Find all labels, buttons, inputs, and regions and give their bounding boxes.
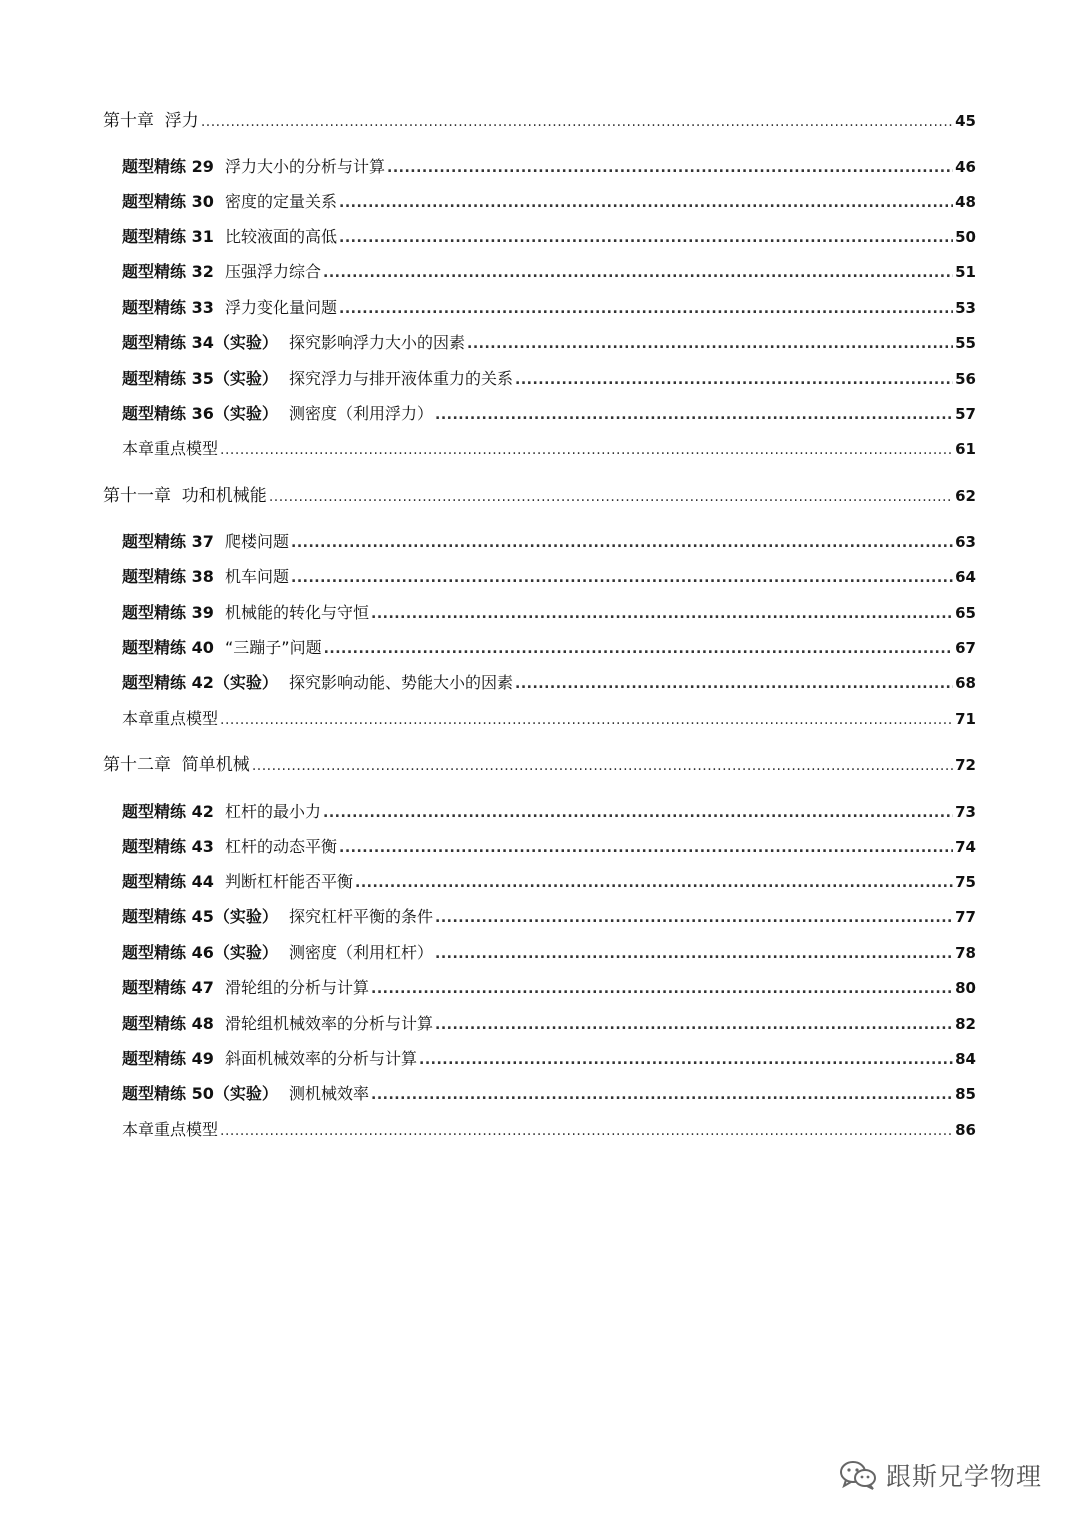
toc-entry[interactable]: [122, 834, 976, 860]
toc-entry[interactable]: [122, 401, 976, 427]
dot-leader: [220, 1118, 953, 1144]
entry-title: 机车问题: [224, 567, 289, 586]
chapter-title: 第十一章 功和机械能: [103, 486, 267, 506]
toc-entry-key-models[interactable]: [122, 706, 976, 732]
dot-leader: [323, 260, 953, 286]
toc-entry[interactable]: [122, 799, 976, 825]
page-number: 61: [955, 440, 976, 458]
dot-leader: [269, 484, 953, 510]
dot-leader: [339, 190, 953, 216]
toc-entry[interactable]: [122, 224, 976, 250]
dot-leader: [355, 870, 953, 896]
toc-entry[interactable]: [122, 366, 976, 392]
toc-entry[interactable]: [122, 1046, 976, 1072]
toc-entry[interactable]: [122, 529, 976, 555]
dot-leader: [435, 905, 953, 931]
entry-title: 杠杆的动态平衡: [224, 837, 337, 856]
dot-leader: [220, 437, 953, 463]
entry-number: 题型精练 43: [122, 837, 225, 856]
dot-leader: [201, 109, 953, 135]
wechat-icon: [838, 1459, 878, 1491]
page-number: 64: [955, 568, 976, 586]
page-number: 48: [955, 193, 976, 211]
dot-leader: [515, 671, 953, 697]
page-number: 71: [955, 710, 976, 728]
entry-title: 探究浮力与排开液体重力的关系: [288, 369, 513, 388]
entry-number: 题型精练 48: [122, 1014, 225, 1033]
page-number: 55: [955, 334, 976, 352]
toc-entry-key-models[interactable]: [122, 1117, 976, 1143]
dot-leader: [324, 636, 954, 662]
watermark-text: 跟斯兄学物理: [886, 1462, 1043, 1491]
toc-entry[interactable]: [122, 259, 976, 285]
entry-number: 题型精练 44: [122, 872, 225, 891]
dot-leader: [435, 941, 953, 967]
entry-title: 探究影响动能、势能大小的因素: [288, 673, 513, 692]
entry-title: 测机械效率: [288, 1084, 369, 1103]
page-number: 46: [955, 158, 976, 176]
toc-entry[interactable]: [122, 295, 976, 321]
page-number: 51: [955, 263, 976, 281]
dot-leader: [220, 707, 953, 733]
page-number: 62: [955, 487, 976, 505]
entry-number: 题型精练 45（实验）: [122, 907, 289, 926]
entry-number: 题型精练 29: [122, 157, 225, 176]
dot-leader: [387, 155, 953, 181]
dot-leader: [515, 367, 953, 393]
entry-number: 题型精练 42（实验）: [122, 673, 289, 692]
page-number: 65: [955, 604, 976, 622]
entry-title: 浮力变化量问题: [224, 298, 337, 317]
entry-number: 题型精练 35（实验）: [122, 369, 289, 388]
toc-entry[interactable]: [122, 975, 976, 1001]
page-number: 84: [955, 1050, 976, 1068]
entry-title: 本章重点模型: [122, 1120, 219, 1139]
page-number: 68: [955, 674, 976, 692]
entry-title: “三蹦子”问题: [224, 638, 322, 657]
entry-number: 题型精练 32: [122, 262, 225, 281]
toc-entry[interactable]: [122, 869, 976, 895]
entry-title: 滑轮组的分析与计算: [224, 978, 369, 997]
entry-title: 滑轮组机械效率的分析与计算: [224, 1014, 433, 1033]
dot-leader: [435, 1012, 953, 1038]
page-number: 73: [955, 803, 976, 821]
entry-number: 题型精练 36（实验）: [122, 404, 289, 423]
entry-title: 测密度（利用杠杆）: [288, 943, 433, 962]
entry-title: 测密度（利用浮力）: [288, 404, 433, 423]
toc-entry[interactable]: [122, 940, 976, 966]
toc-entry[interactable]: [122, 1011, 976, 1037]
entry-number: 题型精练 42: [122, 802, 225, 821]
entry-number: 题型精练 47: [122, 978, 225, 997]
entry-title: 本章重点模型: [122, 709, 219, 728]
dot-leader: [371, 1082, 953, 1108]
toc-entry[interactable]: [122, 564, 976, 590]
chapter-title: 第十章 浮力: [103, 111, 199, 131]
page-number: 56: [955, 370, 976, 388]
chapter-12-heading[interactable]: [103, 752, 976, 778]
chapter-11-heading[interactable]: [103, 483, 976, 509]
entry-number: 题型精练 30: [122, 192, 225, 211]
entry-number: 题型精练 39: [122, 603, 225, 622]
entry-title: 探究影响浮力大小的因素: [288, 333, 465, 352]
toc-entry[interactable]: [122, 635, 976, 661]
entry-number: 题型精练 34（实验）: [122, 333, 289, 352]
page-number: 67: [955, 639, 976, 657]
page-number: 63: [955, 533, 976, 551]
dot-leader: [339, 835, 953, 861]
page-number: 82: [955, 1015, 976, 1033]
dot-leader: [371, 601, 953, 627]
page-number: 74: [955, 838, 976, 856]
chapter-title: 第十二章 简单机械: [103, 755, 250, 775]
toc-entry[interactable]: [122, 670, 976, 696]
page-number: 53: [955, 299, 976, 317]
entry-number: 题型精练 38: [122, 567, 225, 586]
dot-leader: [339, 225, 953, 251]
toc-entry[interactable]: [122, 189, 976, 215]
dot-leader: [252, 753, 953, 779]
page-number: 57: [955, 405, 976, 423]
dot-leader: [467, 331, 953, 357]
entry-number: 题型精练 37: [122, 532, 225, 551]
page-number: 86: [955, 1121, 976, 1139]
entry-number: 题型精练 40: [122, 638, 225, 657]
dot-leader: [435, 402, 953, 428]
dot-leader: [339, 296, 953, 322]
page-number: 75: [955, 873, 976, 891]
toc-entry[interactable]: [122, 330, 976, 356]
entry-number: 题型精练 31: [122, 227, 225, 246]
toc-entry[interactable]: [122, 1081, 976, 1107]
entry-number: 题型精练 49: [122, 1049, 225, 1068]
entry-title: 爬楼问题: [224, 532, 289, 551]
entry-title: 浮力大小的分析与计算: [224, 157, 385, 176]
toc-entry-key-models[interactable]: [122, 436, 976, 462]
dot-leader: [291, 565, 953, 591]
entry-title: 杠杆的最小力: [224, 802, 321, 821]
entry-number: 题型精练 33: [122, 298, 225, 317]
page-number: 50: [955, 228, 976, 246]
chapter-10-heading[interactable]: [103, 108, 976, 134]
page-number: 78: [955, 944, 976, 962]
dot-leader: [323, 800, 953, 826]
entry-title: 探究杠杆平衡的条件: [288, 907, 433, 926]
entry-title: 机械能的转化与守恒: [224, 603, 369, 622]
toc-entry[interactable]: [122, 904, 976, 930]
entry-title: 比较液面的高低: [224, 227, 337, 246]
dot-leader: [291, 530, 953, 556]
dot-leader: [419, 1047, 953, 1073]
page-number: 72: [955, 756, 976, 774]
watermark: [838, 1457, 1042, 1493]
entry-title: 密度的定量关系: [224, 192, 337, 211]
page-number: 45: [955, 112, 976, 130]
entry-title: 本章重点模型: [122, 439, 219, 458]
entry-title: 压强浮力综合: [224, 262, 321, 281]
page-number: 85: [955, 1085, 976, 1103]
entry-title: 判断杠杆能否平衡: [224, 872, 353, 891]
entry-title: 斜面机械效率的分析与计算: [224, 1049, 417, 1068]
toc-entry[interactable]: [122, 154, 976, 180]
page-number: 80: [955, 979, 976, 997]
page-number: 77: [955, 908, 976, 926]
entry-number: 题型精练 46（实验）: [122, 943, 289, 962]
entry-number: 题型精练 50（实验）: [122, 1084, 289, 1103]
dot-leader: [371, 976, 953, 1002]
toc-entry[interactable]: [122, 600, 976, 626]
